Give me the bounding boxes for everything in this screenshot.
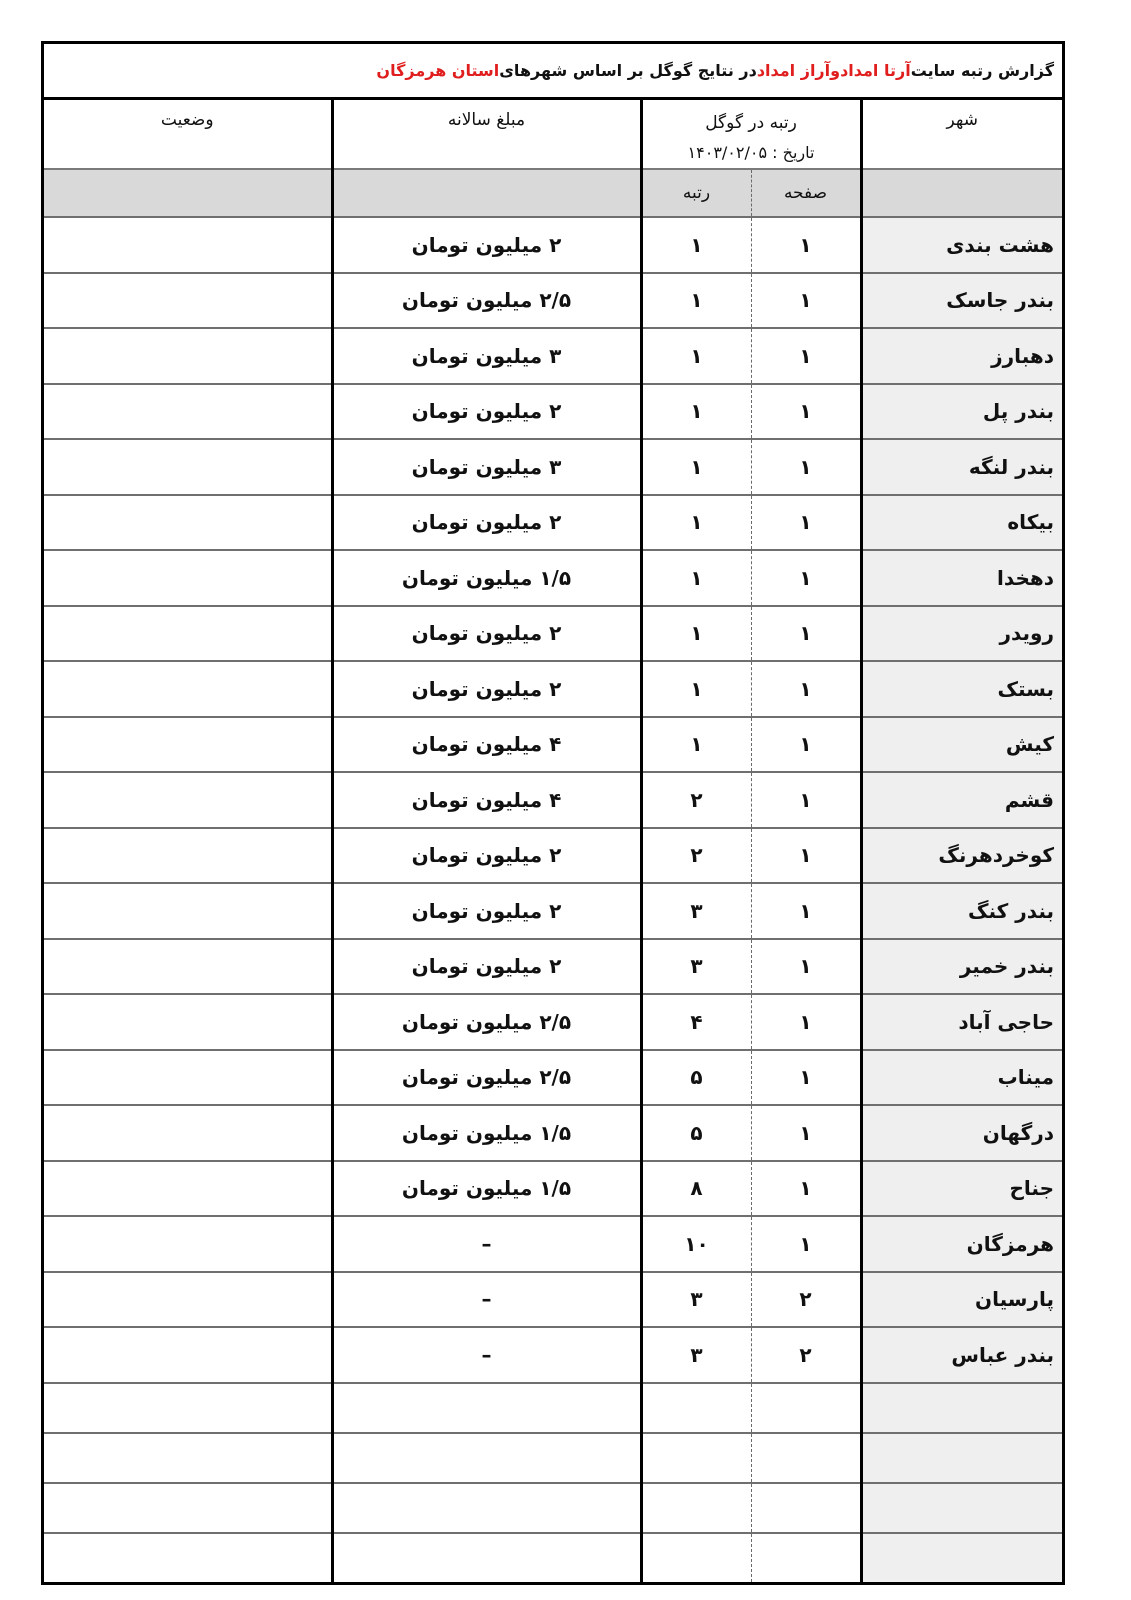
cell-amount: ۲/۵ میلیون تومان <box>332 273 641 329</box>
cell-city: جناح <box>861 1161 1062 1217</box>
cell-status <box>44 1161 332 1217</box>
table-row <box>44 1327 1062 1383</box>
table-row <box>44 1105 1062 1161</box>
cell-rank: ۱ <box>641 384 751 440</box>
subheader-city-empty <box>861 169 1062 217</box>
cell-city: حاجی آباد <box>861 994 1062 1050</box>
cell-amount: – <box>332 1216 641 1272</box>
cell-status <box>44 495 332 551</box>
cell-status <box>44 1272 332 1328</box>
table-row <box>44 217 1062 273</box>
cell-status <box>44 883 332 939</box>
cell-rank-empty <box>641 1383 751 1433</box>
cell-page: ۱ <box>751 384 861 440</box>
cell-page-empty <box>751 1483 861 1533</box>
empty-table-row <box>44 1433 1062 1483</box>
cell-page: ۱ <box>751 606 861 662</box>
cell-amount-empty <box>332 1383 641 1433</box>
cell-page: ۱ <box>751 328 861 384</box>
cell-rank: ۱ <box>641 217 751 273</box>
cell-status <box>44 217 332 273</box>
cell-status <box>44 1216 332 1272</box>
table-row <box>44 1272 1062 1328</box>
cell-rank: ۳ <box>641 1272 751 1328</box>
header-row <box>44 100 1062 169</box>
empty-table-row <box>44 1383 1062 1433</box>
cell-status <box>44 772 332 828</box>
table-row <box>44 828 1062 884</box>
table-row <box>44 883 1062 939</box>
table-row <box>44 994 1062 1050</box>
cell-amount: ۴ میلیون تومان <box>332 772 641 828</box>
header-city: شهر <box>861 100 1062 169</box>
cell-status <box>44 273 332 329</box>
cell-city: بندر عباس <box>861 1327 1062 1383</box>
title-text-2: در نتایج گوگل بر اساس شهرهای <box>499 61 757 80</box>
table-row <box>44 1050 1062 1106</box>
cell-amount: ۲/۵ میلیون تومان <box>332 994 641 1050</box>
cell-status-empty <box>44 1383 332 1433</box>
cell-page: ۱ <box>751 550 861 606</box>
cell-page: ۱ <box>751 994 861 1050</box>
cell-amount: ۳ میلیون تومان <box>332 439 641 495</box>
cell-page: ۱ <box>751 661 861 717</box>
cell-city: بستک <box>861 661 1062 717</box>
cell-city: قشم <box>861 772 1062 828</box>
subheader-amount-empty <box>332 169 641 217</box>
report-sheet <box>41 41 1065 1585</box>
cell-rank-empty <box>641 1533 751 1582</box>
cell-page: ۱ <box>751 717 861 773</box>
cell-amount-empty <box>332 1433 641 1483</box>
cell-amount: ۱/۵ میلیون تومان <box>332 550 641 606</box>
cell-page: ۲ <box>751 1272 861 1328</box>
cell-city-empty <box>861 1383 1062 1433</box>
cell-amount: ۲ میلیون تومان <box>332 828 641 884</box>
cell-rank: ۳ <box>641 1327 751 1383</box>
cell-amount: ۲ میلیون تومان <box>332 217 641 273</box>
cell-rank: ۱ <box>641 661 751 717</box>
cell-city: بندر خمیر <box>861 939 1062 995</box>
cell-rank: ۱ <box>641 606 751 662</box>
cell-amount-empty <box>332 1533 641 1582</box>
table-row <box>44 495 1062 551</box>
cell-page: ۱ <box>751 828 861 884</box>
cell-amount: – <box>332 1272 641 1328</box>
table-row <box>44 606 1062 662</box>
cell-status-empty <box>44 1483 332 1533</box>
cell-status <box>44 661 332 717</box>
cell-rank: ۱ <box>641 550 751 606</box>
cell-page: ۱ <box>751 939 861 995</box>
cell-rank-empty <box>641 1483 751 1533</box>
header-annual-amount: مبلغ سالانه <box>332 100 641 169</box>
cell-status <box>44 717 332 773</box>
cell-status <box>44 1327 332 1383</box>
ranking-table <box>44 100 1062 1582</box>
cell-city: بندر لنگه <box>861 439 1062 495</box>
cell-amount: ۱/۵ میلیون تومان <box>332 1105 641 1161</box>
cell-city-empty <box>861 1533 1062 1582</box>
cell-status <box>44 994 332 1050</box>
cell-city: بندر کنگ <box>861 883 1062 939</box>
cell-page: ۱ <box>751 273 861 329</box>
empty-table-row <box>44 1533 1062 1582</box>
cell-rank: ۱ <box>641 717 751 773</box>
cell-page: ۱ <box>751 772 861 828</box>
header-google-rank-label: رتبه در گوگل <box>705 113 797 133</box>
cell-rank: ۱ <box>641 328 751 384</box>
table-row <box>44 273 1062 329</box>
cell-amount: – <box>332 1327 641 1383</box>
cell-rank: ۴ <box>641 994 751 1050</box>
cell-status <box>44 1105 332 1161</box>
table-row <box>44 550 1062 606</box>
cell-status-empty <box>44 1533 332 1582</box>
cell-status <box>44 939 332 995</box>
header-status: وضعیت <box>44 100 332 169</box>
cell-rank: ۳ <box>641 883 751 939</box>
cell-city: کیش <box>861 717 1062 773</box>
cell-page: ۱ <box>751 495 861 551</box>
cell-page: ۱ <box>751 883 861 939</box>
table-row <box>44 384 1062 440</box>
cell-city: درگهان <box>861 1105 1062 1161</box>
report-date: تاریخ : ۱۴۰۳/۰۲/۰۵ <box>687 143 815 162</box>
cell-amount: ۳ میلیون تومان <box>332 328 641 384</box>
cell-amount: ۲ میلیون تومان <box>332 495 641 551</box>
cell-status <box>44 606 332 662</box>
cell-status <box>44 384 332 440</box>
cell-page: ۱ <box>751 1050 861 1106</box>
cell-city: بندر پل <box>861 384 1062 440</box>
table-body <box>44 217 1062 1582</box>
cell-city: میناب <box>861 1050 1062 1106</box>
subheader-status-empty <box>44 169 332 217</box>
cell-amount: ۲/۵ میلیون تومان <box>332 1050 641 1106</box>
cell-page: ۲ <box>751 1327 861 1383</box>
cell-city: پارسیان <box>861 1272 1062 1328</box>
cell-city: رویدر <box>861 606 1062 662</box>
table-row <box>44 328 1062 384</box>
cell-page-empty <box>751 1533 861 1582</box>
cell-rank: ۵ <box>641 1050 751 1106</box>
table-row <box>44 1161 1062 1217</box>
cell-city-empty <box>861 1483 1062 1533</box>
brand-araz-emdad: آراز امداد <box>756 61 831 80</box>
cell-page: ۱ <box>751 217 861 273</box>
cell-city-empty <box>861 1433 1062 1483</box>
cell-page: ۱ <box>751 439 861 495</box>
cell-page-empty <box>751 1433 861 1483</box>
cell-amount: ۲ میلیون تومان <box>332 661 641 717</box>
cell-rank: ۲ <box>641 828 751 884</box>
cell-city: بیکاه <box>861 495 1062 551</box>
cell-page: ۱ <box>751 1105 861 1161</box>
cell-status <box>44 328 332 384</box>
cell-status <box>44 1050 332 1106</box>
cell-rank: ۱ <box>641 439 751 495</box>
cell-amount-empty <box>332 1483 641 1533</box>
cell-rank: ۱ <box>641 273 751 329</box>
subheader-page: صفحه <box>751 169 861 217</box>
subheader-row <box>44 169 1062 217</box>
cell-rank-empty <box>641 1433 751 1483</box>
brand-arta-emdad: آرتا امداد <box>840 61 911 80</box>
title-text-1: گزارش رتبه سایت <box>910 61 1054 80</box>
cell-amount: ۲ میلیون تومان <box>332 606 641 662</box>
cell-amount: ۱/۵ میلیون تومان <box>332 1161 641 1217</box>
cell-amount: ۴ میلیون تومان <box>332 717 641 773</box>
cell-city: هشت بندی <box>861 217 1062 273</box>
cell-city: کوخردهرنگ <box>861 828 1062 884</box>
table-row <box>44 439 1062 495</box>
cell-rank: ۵ <box>641 1105 751 1161</box>
cell-rank: ۱ <box>641 495 751 551</box>
empty-table-row <box>44 1483 1062 1533</box>
table-row <box>44 661 1062 717</box>
cell-city: دهخدا <box>861 550 1062 606</box>
table-row <box>44 772 1062 828</box>
cell-amount: ۲ میلیون تومان <box>332 384 641 440</box>
cell-rank: ۳ <box>641 939 751 995</box>
table-row <box>44 717 1062 773</box>
table-row <box>44 1216 1062 1272</box>
cell-rank: ۱۰ <box>641 1216 751 1272</box>
cell-rank: ۸ <box>641 1161 751 1217</box>
cell-status <box>44 550 332 606</box>
title-and: و <box>830 61 841 80</box>
cell-page-empty <box>751 1383 861 1433</box>
cell-page: ۱ <box>751 1161 861 1217</box>
cell-city: بندر جاسک <box>861 273 1062 329</box>
cell-city: دهبارز <box>861 328 1062 384</box>
cell-status-empty <box>44 1433 332 1483</box>
subheader-rank: رتبه <box>641 169 751 217</box>
cell-city: هرمزگان <box>861 1216 1062 1272</box>
cell-page: ۱ <box>751 1216 861 1272</box>
cell-status <box>44 828 332 884</box>
table-row <box>44 939 1062 995</box>
cell-amount: ۲ میلیون تومان <box>332 939 641 995</box>
cell-amount: ۲ میلیون تومان <box>332 883 641 939</box>
cell-rank: ۲ <box>641 772 751 828</box>
cell-status <box>44 439 332 495</box>
report-title <box>44 44 1062 100</box>
province-name: استان هرمزگان <box>376 61 500 80</box>
header-google-rank <box>641 100 861 169</box>
